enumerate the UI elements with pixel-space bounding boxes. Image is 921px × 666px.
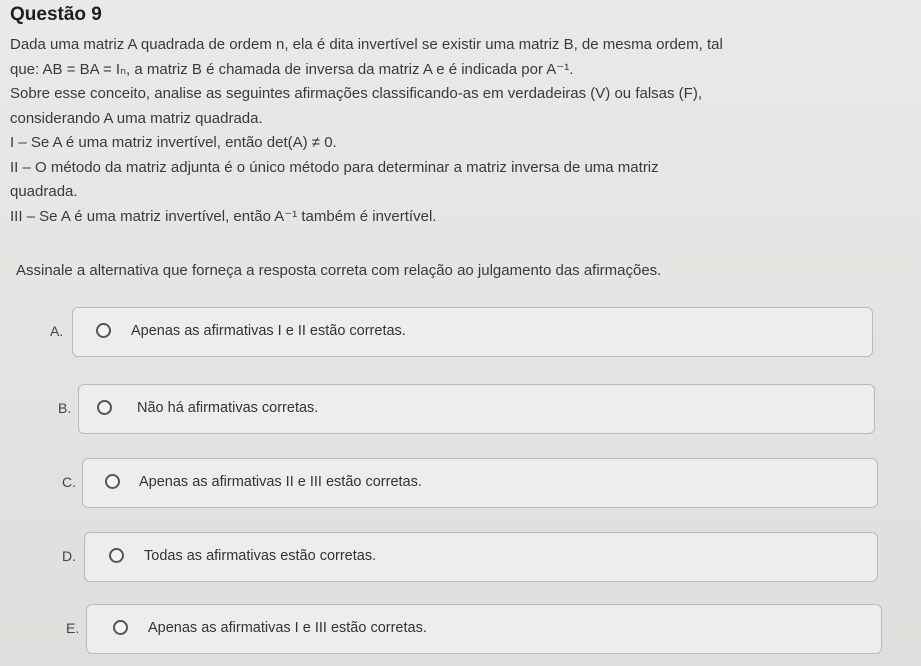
option-text: Não há afirmativas corretas. xyxy=(137,400,319,416)
option-text: Todas as afirmativas estão corretas. xyxy=(144,548,377,564)
statement-line: Sobre esse conceito, analise as seguintes afirmações classificando-as em verdadeiras (V) ou falsas (F), xyxy=(10,85,702,102)
option-b-row xyxy=(0,384,921,436)
option-a-button[interactable] xyxy=(72,307,873,357)
radio-circle-icon[interactable] xyxy=(113,620,128,635)
question-statement xyxy=(10,33,915,229)
option-a-row xyxy=(0,307,921,359)
statement-item-3: III – Se A é uma matriz invertível, então A⁻¹ também é invertível. xyxy=(10,207,437,225)
statement-line: considerando A uma matriz quadrada. xyxy=(10,109,263,127)
radio-circle-icon[interactable] xyxy=(96,323,111,338)
option-d-row xyxy=(0,532,921,584)
question-title: Questão 9 xyxy=(10,4,102,25)
option-e-button[interactable] xyxy=(86,604,882,654)
option-d-button[interactable] xyxy=(84,532,878,582)
radio-circle-icon[interactable] xyxy=(97,400,112,415)
statement-line: quadrada. xyxy=(10,183,78,200)
statement-line: Dada uma matriz A quadrada de ordem n, ela é dita invertível se existir uma matriz B, de mesma ordem, tal xyxy=(10,36,723,53)
option-letter: D. xyxy=(62,548,76,564)
statement-item-2: II – O método da matriz adjunta é o único método para determinar a matriz inversa de uma matriz xyxy=(10,158,659,176)
option-letter: A. xyxy=(50,323,64,339)
question-prompt: Assinale a alternativa que forneça a resposta correta com relação ao julgamento das afirmações. xyxy=(16,262,662,279)
statement-item-1: I – Se A é uma matriz invertível, então det(A) ≠ 0. xyxy=(10,134,337,151)
radio-circle-icon[interactable] xyxy=(105,474,120,489)
option-letter: C. xyxy=(62,474,76,490)
option-e-row xyxy=(0,604,921,656)
option-text: Apenas as afirmativas I e III estão corretas. xyxy=(148,620,427,636)
option-text: Apenas as afirmativas II e III estão corretas. xyxy=(139,474,422,490)
option-b-button[interactable] xyxy=(78,384,875,434)
radio-circle-icon[interactable] xyxy=(109,548,124,563)
option-c-button[interactable] xyxy=(82,458,878,508)
option-text: Apenas as afirmativas I e II estão corretas. xyxy=(131,323,406,339)
statement-line: que: AB = BA = Iₙ, a matriz B é chamada de inversa da matriz A e é indicada por A⁻¹. xyxy=(10,60,574,78)
option-letter: B. xyxy=(58,400,72,416)
option-c-row xyxy=(0,458,921,510)
option-letter: E. xyxy=(66,620,80,636)
